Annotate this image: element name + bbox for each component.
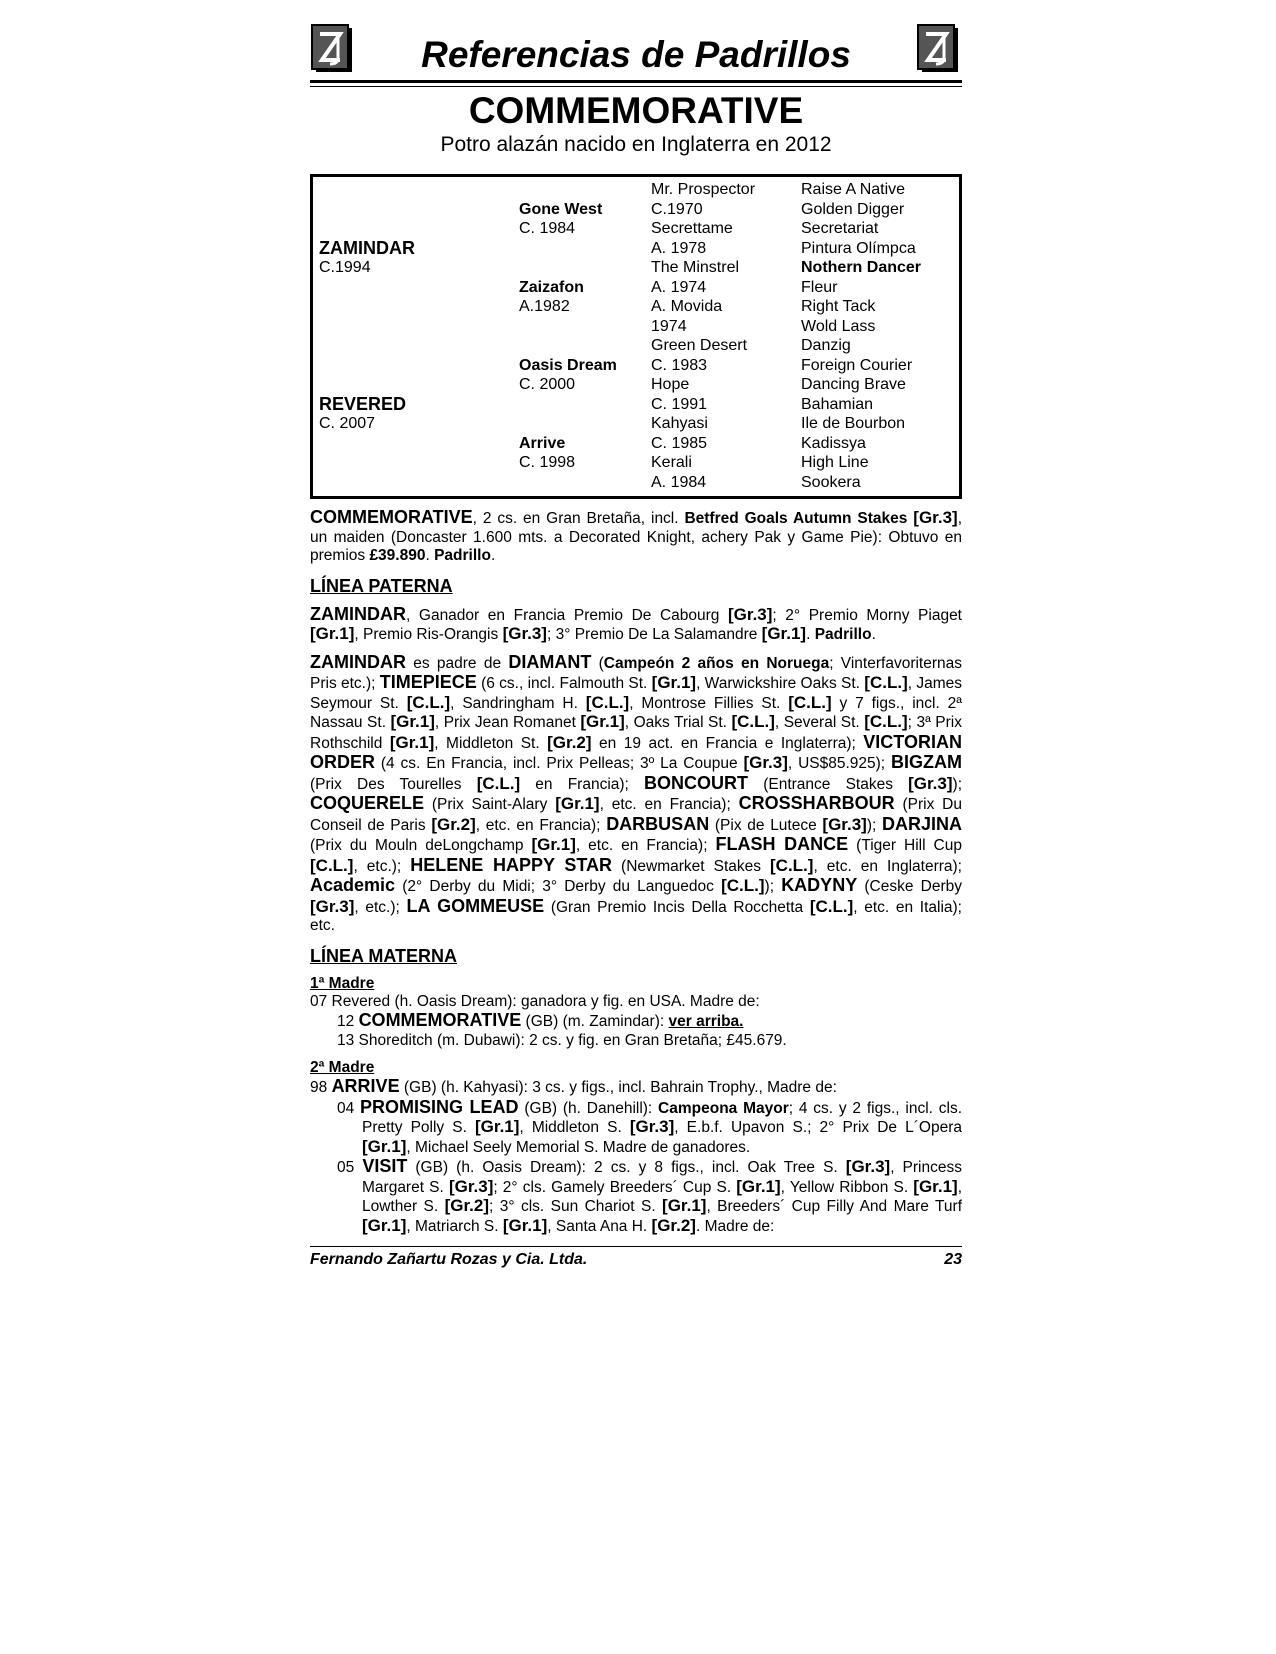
pedigree-cell: A. Movida bbox=[651, 298, 723, 315]
pedigree-cell bbox=[319, 356, 509, 376]
text: , Matriarch S. bbox=[406, 1217, 503, 1235]
text: . bbox=[871, 626, 876, 643]
text: (Prix du Mouln deLongchamp bbox=[310, 837, 532, 854]
pedigree-cell: Pintura Olímpca bbox=[801, 239, 916, 257]
text: 98 bbox=[310, 1079, 332, 1096]
horse-name: COQUERELE bbox=[310, 793, 425, 813]
text: ; 2° Premio Morny Piaget bbox=[772, 606, 962, 624]
text: (Prix Du Conseil de Paris bbox=[310, 796, 962, 834]
grade-badge: [Gr.1] bbox=[502, 1215, 548, 1235]
text: , Breeders´ Cup Filly And Mare Turf bbox=[706, 1198, 962, 1215]
pedigree-cell: The Minstrel bbox=[651, 259, 740, 276]
pedigree-cell bbox=[319, 317, 509, 337]
grade-badge: [Gr.1] bbox=[736, 1176, 781, 1196]
text: , Santa Ana H. bbox=[547, 1217, 652, 1235]
text: (Tiger Hill Cup bbox=[848, 837, 962, 854]
text: (2° Derby du Midi; 3° Derby du Languedoc bbox=[395, 878, 722, 895]
padrillo-label: Padrillo bbox=[434, 547, 491, 564]
grade-badge: [Gr.1] bbox=[913, 1176, 958, 1196]
intro-text: . bbox=[490, 547, 496, 564]
pedigree-cell: REVERED bbox=[319, 393, 407, 414]
header-rule bbox=[310, 80, 962, 83]
text: (Ceske Derby bbox=[857, 878, 963, 895]
horse-name: FLASH DANCE bbox=[715, 834, 849, 854]
grade-badge: [Gr.1] bbox=[362, 1215, 407, 1235]
pedigree-cell: Golden Digger bbox=[801, 200, 905, 218]
grade-badge: [C.L.] bbox=[310, 855, 354, 875]
text: , etc. en Francia); bbox=[575, 837, 716, 854]
intro-race: Betfred Goals Autumn Stakes bbox=[684, 510, 908, 527]
sire-progeny-paragraph bbox=[310, 653, 962, 936]
text: ); bbox=[952, 775, 962, 793]
text: ; 2° cls. Gamely Breeders´ Cup S. bbox=[493, 1178, 737, 1196]
emphasis: Campeona Mayor bbox=[658, 1099, 789, 1117]
horse-name: KADYNY bbox=[781, 875, 858, 895]
pedigree-cell: Secretariat bbox=[801, 220, 879, 237]
sire-record-paragraph bbox=[310, 605, 962, 645]
horse-name: ZAMINDAR bbox=[310, 651, 406, 672]
pedigree-cell: C. 1983 bbox=[651, 356, 708, 374]
text: ); bbox=[764, 878, 782, 895]
produce-row bbox=[310, 1011, 962, 1032]
grade-badge: [Gr.3] bbox=[629, 1117, 675, 1136]
text: , Prix Jean Romanet bbox=[434, 714, 581, 731]
grade-badge: [Gr.3] bbox=[728, 604, 773, 624]
pedigree-cell: Danzig bbox=[801, 337, 851, 354]
header-title: Referencias de Padrillos bbox=[421, 34, 851, 75]
grade-badge: [Gr.3] bbox=[448, 1176, 494, 1196]
pedigree-cell bbox=[519, 317, 649, 337]
text: , US$85.925); bbox=[787, 755, 891, 772]
grade-badge: [C.L.] bbox=[721, 876, 765, 895]
text: (Prix Des Tourelles bbox=[310, 775, 477, 793]
text: en Francia); bbox=[520, 775, 645, 793]
grade-badge: [Gr.3] bbox=[310, 896, 355, 916]
intro-text: , 2 cs. en Gran Bretaña, incl. bbox=[472, 510, 685, 527]
padrillo-label: Padrillo bbox=[814, 626, 872, 643]
page-header bbox=[310, 20, 962, 84]
text: (Prix Saint-Alary bbox=[424, 796, 556, 813]
grade-badge: [C.L.] bbox=[770, 855, 814, 875]
horse-name: DIAMANT bbox=[508, 651, 592, 672]
pedigree-cell: Ile de Bourbon bbox=[801, 415, 906, 432]
text: , Oaks Trial St. bbox=[624, 714, 732, 731]
horse-name: DARBUSAN bbox=[606, 813, 710, 834]
grade-badge: [Gr.1] bbox=[531, 835, 576, 854]
pedigree-cell bbox=[519, 414, 649, 434]
horse-name: Academic bbox=[310, 875, 396, 895]
pedigree-cell bbox=[319, 336, 509, 356]
ver-arriba-link[interactable]: ver arriba. bbox=[668, 1013, 744, 1030]
grade-badge: [C.L.] bbox=[476, 773, 521, 793]
grade-badge: [Gr.1] bbox=[362, 1136, 407, 1156]
grade-badge: [Gr.3] bbox=[908, 773, 953, 793]
pedigree-cell bbox=[319, 278, 509, 298]
text: , Montrose Fillies St. bbox=[629, 694, 789, 712]
pedigree-cell: Arrive bbox=[519, 434, 566, 452]
text: , etc. en Italia); etc. bbox=[310, 898, 962, 934]
grade-badge: [Gr.3] bbox=[822, 814, 867, 834]
text: , Several St. bbox=[774, 714, 865, 731]
text: 12 bbox=[337, 1013, 359, 1030]
text: , Premio Ris-Orangis bbox=[354, 626, 503, 643]
pedigree-cell: Gone West bbox=[519, 200, 603, 218]
pedigree-cell bbox=[319, 180, 509, 200]
pedigree-cell: Kerali bbox=[651, 454, 692, 471]
pedigree-cell bbox=[319, 200, 509, 220]
pedigree-cell bbox=[519, 239, 649, 259]
pedigree-cell bbox=[319, 453, 509, 473]
pedigree-cell: C. 1985 bbox=[651, 434, 708, 452]
pedigree-cell: C.1994 bbox=[319, 259, 371, 276]
second-dam-label: 2ª Madre bbox=[310, 1059, 375, 1076]
grade-badge: [C.L.] bbox=[585, 692, 630, 712]
pedigree-cell bbox=[319, 434, 509, 454]
text: , Lowther S. bbox=[362, 1178, 962, 1215]
text: (GB) (h. Oasis Dream): 2 cs. y 8 figs., incl. Oak Tree S. bbox=[407, 1159, 846, 1176]
text: , Ganador en Francia Premio De Cabourg bbox=[406, 606, 729, 624]
text: (GB) (h. Kahyasi): 3 cs. y figs., incl. Bahrain Trophy., Madre de: bbox=[399, 1079, 837, 1096]
pedigree-table bbox=[310, 174, 962, 499]
text: ( bbox=[591, 654, 604, 672]
grade-badge: [Gr.1] bbox=[389, 732, 435, 752]
prize-money: £39.890 bbox=[369, 547, 426, 564]
pedigree-cell: High Line bbox=[801, 454, 869, 471]
grade-badge: [Gr.1] bbox=[662, 1196, 707, 1215]
pedigree-cell: A. 1974 bbox=[651, 278, 707, 296]
pedigree-cell bbox=[319, 297, 509, 317]
text: 05 bbox=[337, 1159, 363, 1176]
grade-badge: [Gr.3] bbox=[913, 508, 958, 527]
text: y 7 figs., incl. 2ª Nassau St. bbox=[310, 694, 962, 731]
grade-badge: [Gr.2] bbox=[444, 1196, 490, 1215]
grade-badge: [Gr.1] bbox=[475, 1117, 520, 1136]
pedigree-cell: A. 1978 bbox=[651, 239, 707, 257]
grade-badge: [Gr.2] bbox=[547, 732, 592, 752]
pedigree-cell: Zaizafon bbox=[519, 278, 584, 296]
grade-badge: [C.L.] bbox=[809, 896, 854, 916]
pedigree-cell: C. 2000 bbox=[519, 376, 576, 393]
horse-name: DARJINA bbox=[882, 813, 963, 834]
text: . bbox=[806, 626, 815, 643]
text: , Warwickshire Oaks St. bbox=[696, 675, 865, 692]
produce-row bbox=[310, 1157, 962, 1236]
text: , etc. en Francia); bbox=[475, 816, 607, 834]
grade-badge: [Gr.3] bbox=[502, 624, 547, 643]
grade-badge: [C.L.] bbox=[731, 712, 775, 731]
pedigree-cell: C.1970 bbox=[651, 200, 703, 218]
logo-icon bbox=[916, 24, 962, 76]
grade-badge: [Gr.2] bbox=[431, 814, 476, 834]
intro-paragraph bbox=[310, 508, 962, 566]
text: , etc. en Inglaterra); bbox=[813, 857, 962, 875]
text: (Entrance Stakes bbox=[748, 775, 909, 793]
pedigree-cell: Dancing Brave bbox=[801, 376, 906, 393]
text: (Pix de Lutece bbox=[709, 816, 823, 834]
grade-badge: [Gr.1] bbox=[580, 712, 625, 731]
horse-name: LA GOMMEUSE bbox=[406, 895, 545, 916]
grade-badge: [Gr.1] bbox=[651, 673, 697, 692]
grade-badge: [Gr.1] bbox=[310, 624, 355, 643]
text: ; 3° cls. Sun Chariot S. bbox=[489, 1198, 663, 1215]
grade-badge: [C.L.] bbox=[864, 673, 908, 692]
text: (Newmarket Stakes bbox=[612, 857, 771, 875]
pedigree-cell bbox=[519, 336, 649, 356]
second-dam-line bbox=[310, 1077, 962, 1098]
intro-text: , un maiden (Doncaster 1.600 mts. a Decorated Knight, achery Pak y Game Pie): Obtuvo en premios bbox=[310, 510, 962, 564]
text: , E.b.f. Upavon S.; 2° Prix De L´Opera bbox=[674, 1119, 962, 1136]
pedigree-cell: Wold Lass bbox=[801, 317, 876, 335]
intro-text: . bbox=[425, 547, 435, 564]
document-page bbox=[310, 20, 962, 1269]
pedigree-cell: A.1982 bbox=[519, 298, 570, 315]
pedigree-cell: 1974 bbox=[651, 317, 687, 335]
text: (6 cs., incl. Falmouth St. bbox=[476, 675, 652, 692]
pedigree-cell: C. 2007 bbox=[319, 415, 376, 432]
sire-name: ZAMINDAR bbox=[310, 603, 406, 624]
pedigree-cell bbox=[519, 258, 649, 278]
text: , Middleton S. bbox=[519, 1119, 630, 1136]
text: , Yellow Ribbon S. bbox=[780, 1178, 914, 1196]
horse-name: ARRIVE bbox=[331, 1076, 400, 1096]
horse-name: HELENE HAPPY STAR bbox=[410, 854, 613, 875]
text: (4 cs. En Francia, incl. Prix Pelleas; 3º La Coupue bbox=[375, 755, 744, 772]
pedigree-cell: Sookera bbox=[801, 473, 861, 491]
grade-badge: [C.L.] bbox=[788, 692, 832, 712]
text: , etc. en Francia); bbox=[599, 796, 739, 813]
text: . Madre de: bbox=[695, 1217, 775, 1235]
text: (Gran Premio Incis Della Rocchetta bbox=[544, 898, 810, 916]
pedigree-cell: Kadissya bbox=[801, 434, 866, 452]
pedigree-cell bbox=[519, 395, 649, 415]
text: ); bbox=[866, 816, 882, 834]
grade-badge: [Gr.3] bbox=[743, 753, 788, 772]
pedigree-cell: C. 1998 bbox=[519, 454, 576, 471]
pedigree-cell: Kahyasi bbox=[651, 415, 708, 432]
first-dam-line: 07 Revered (h. Oasis Dream): ganadora y fig. en USA. Madre de: bbox=[310, 992, 760, 1010]
text: , Princess Margaret S. bbox=[362, 1159, 962, 1196]
pedigree-col-sire-dam bbox=[319, 180, 509, 492]
pedigree-cell: ZAMINDAR bbox=[319, 237, 415, 258]
pedigree-cell: Mr. Prospector bbox=[651, 181, 756, 198]
pedigree-cell: A. 1984 bbox=[651, 473, 707, 491]
text: , James Seymour St. bbox=[310, 675, 963, 712]
pedigree-cell bbox=[319, 473, 509, 493]
pedigree-cell: Raise A Native bbox=[801, 181, 906, 198]
grade-badge: [Gr.1] bbox=[390, 712, 435, 731]
text: , etc.); bbox=[353, 857, 411, 875]
text: ; 4 cs. y 2 figs., incl. cls. Pretty Polly S. bbox=[362, 1099, 962, 1136]
pedigree-cell: Hope bbox=[651, 376, 690, 393]
grade-badge: [Gr.1] bbox=[761, 624, 807, 643]
section-heading-paterna: LÍNEA PATERNA bbox=[310, 575, 453, 596]
text: (GB) (m. Zamindar): bbox=[521, 1013, 669, 1030]
text: , Sandringham H. bbox=[450, 694, 586, 712]
pedigree-cell bbox=[519, 473, 649, 493]
pedigree-cell: Right Tack bbox=[801, 298, 876, 315]
produce-row: 13 Shoreditch (m. Dubawi): 2 cs. y fig. en Gran Bretaña; £45.679. bbox=[337, 1031, 787, 1049]
horse-subtitle: Potro alazán nacido en Inglaterra en 2012 bbox=[440, 133, 832, 156]
text: ; 3ª Prix Rothschild bbox=[310, 714, 962, 752]
text: es padre de bbox=[406, 654, 509, 672]
pedigree-cell: Bahamian bbox=[801, 395, 874, 413]
horse-name: TIMEPIECE bbox=[379, 672, 477, 692]
text: , Middleton St. bbox=[434, 734, 548, 752]
produce-row bbox=[310, 1098, 962, 1158]
grade-badge: [C.L.] bbox=[406, 692, 451, 712]
text: 04 bbox=[337, 1099, 361, 1117]
footer-rule bbox=[310, 1246, 962, 1247]
horse-name: COMMEMORATIVE bbox=[468, 90, 804, 131]
footer-company: Fernando Zañartu Rozas y Cia. Ltda. bbox=[310, 1251, 588, 1268]
grade-badge: [Gr.3] bbox=[845, 1157, 891, 1176]
pedigree-cell bbox=[519, 180, 649, 200]
header-rule-thin bbox=[310, 86, 962, 87]
horse-name: VISIT bbox=[362, 1156, 408, 1176]
emphasis: Campeón 2 años en Noruega bbox=[603, 654, 830, 672]
intro-horse-name: COMMEMORATIVE bbox=[310, 507, 473, 527]
page-number: 23 bbox=[944, 1251, 962, 1268]
pedigree-cell: Secrettame bbox=[651, 220, 733, 237]
grade-badge: [Gr.1] bbox=[555, 794, 600, 813]
pedigree-cell: C. 1991 bbox=[651, 395, 708, 413]
pedigree-cell: Nothern Dancer bbox=[801, 259, 922, 276]
pedigree-cell bbox=[319, 375, 509, 395]
pedigree-col-great-grandparents bbox=[651, 180, 801, 492]
grade-badge: [C.L.] bbox=[864, 712, 908, 731]
pedigree-cell: Green Desert bbox=[651, 337, 748, 354]
text: (GB) (h. Danehill): bbox=[518, 1099, 659, 1117]
pedigree-cell: Foreign Courier bbox=[801, 356, 913, 374]
pedigree-col-grandparents bbox=[519, 180, 649, 492]
text: ; 3° Premio De La Salamandre bbox=[546, 626, 762, 643]
grade-badge: [Gr.2] bbox=[651, 1215, 696, 1235]
horse-name: BIGZAM bbox=[891, 752, 962, 772]
first-dam-label: 1ª Madre bbox=[310, 974, 375, 992]
produce-name: COMMEMORATIVE bbox=[358, 1010, 522, 1030]
pedigree-col-great-great-grandparents bbox=[801, 180, 961, 492]
pedigree-cell: Fleur bbox=[801, 278, 838, 296]
section-heading-materna: LÍNEA MATERNA bbox=[310, 945, 457, 966]
horse-name: BONCOURT bbox=[644, 772, 749, 793]
horse-name: PROMISING LEAD bbox=[360, 1096, 519, 1117]
text: , etc.); bbox=[354, 898, 407, 916]
horse-name: CROSSHARBOUR bbox=[738, 793, 895, 813]
pedigree-cell: C. 1984 bbox=[519, 220, 576, 237]
text: en 19 act. en Francia e Inglaterra); bbox=[591, 734, 864, 752]
pedigree-cell: Oasis Dream bbox=[519, 356, 617, 374]
text: ; Vinterfavoriternas Pris etc.); bbox=[310, 654, 963, 692]
page-footer bbox=[310, 1251, 962, 1269]
text: , Michael Seely Memorial S. Madre de ganadores. bbox=[406, 1138, 751, 1156]
horse-name: VICTORIAN ORDER bbox=[310, 731, 962, 772]
pedigree-cell bbox=[319, 219, 509, 239]
